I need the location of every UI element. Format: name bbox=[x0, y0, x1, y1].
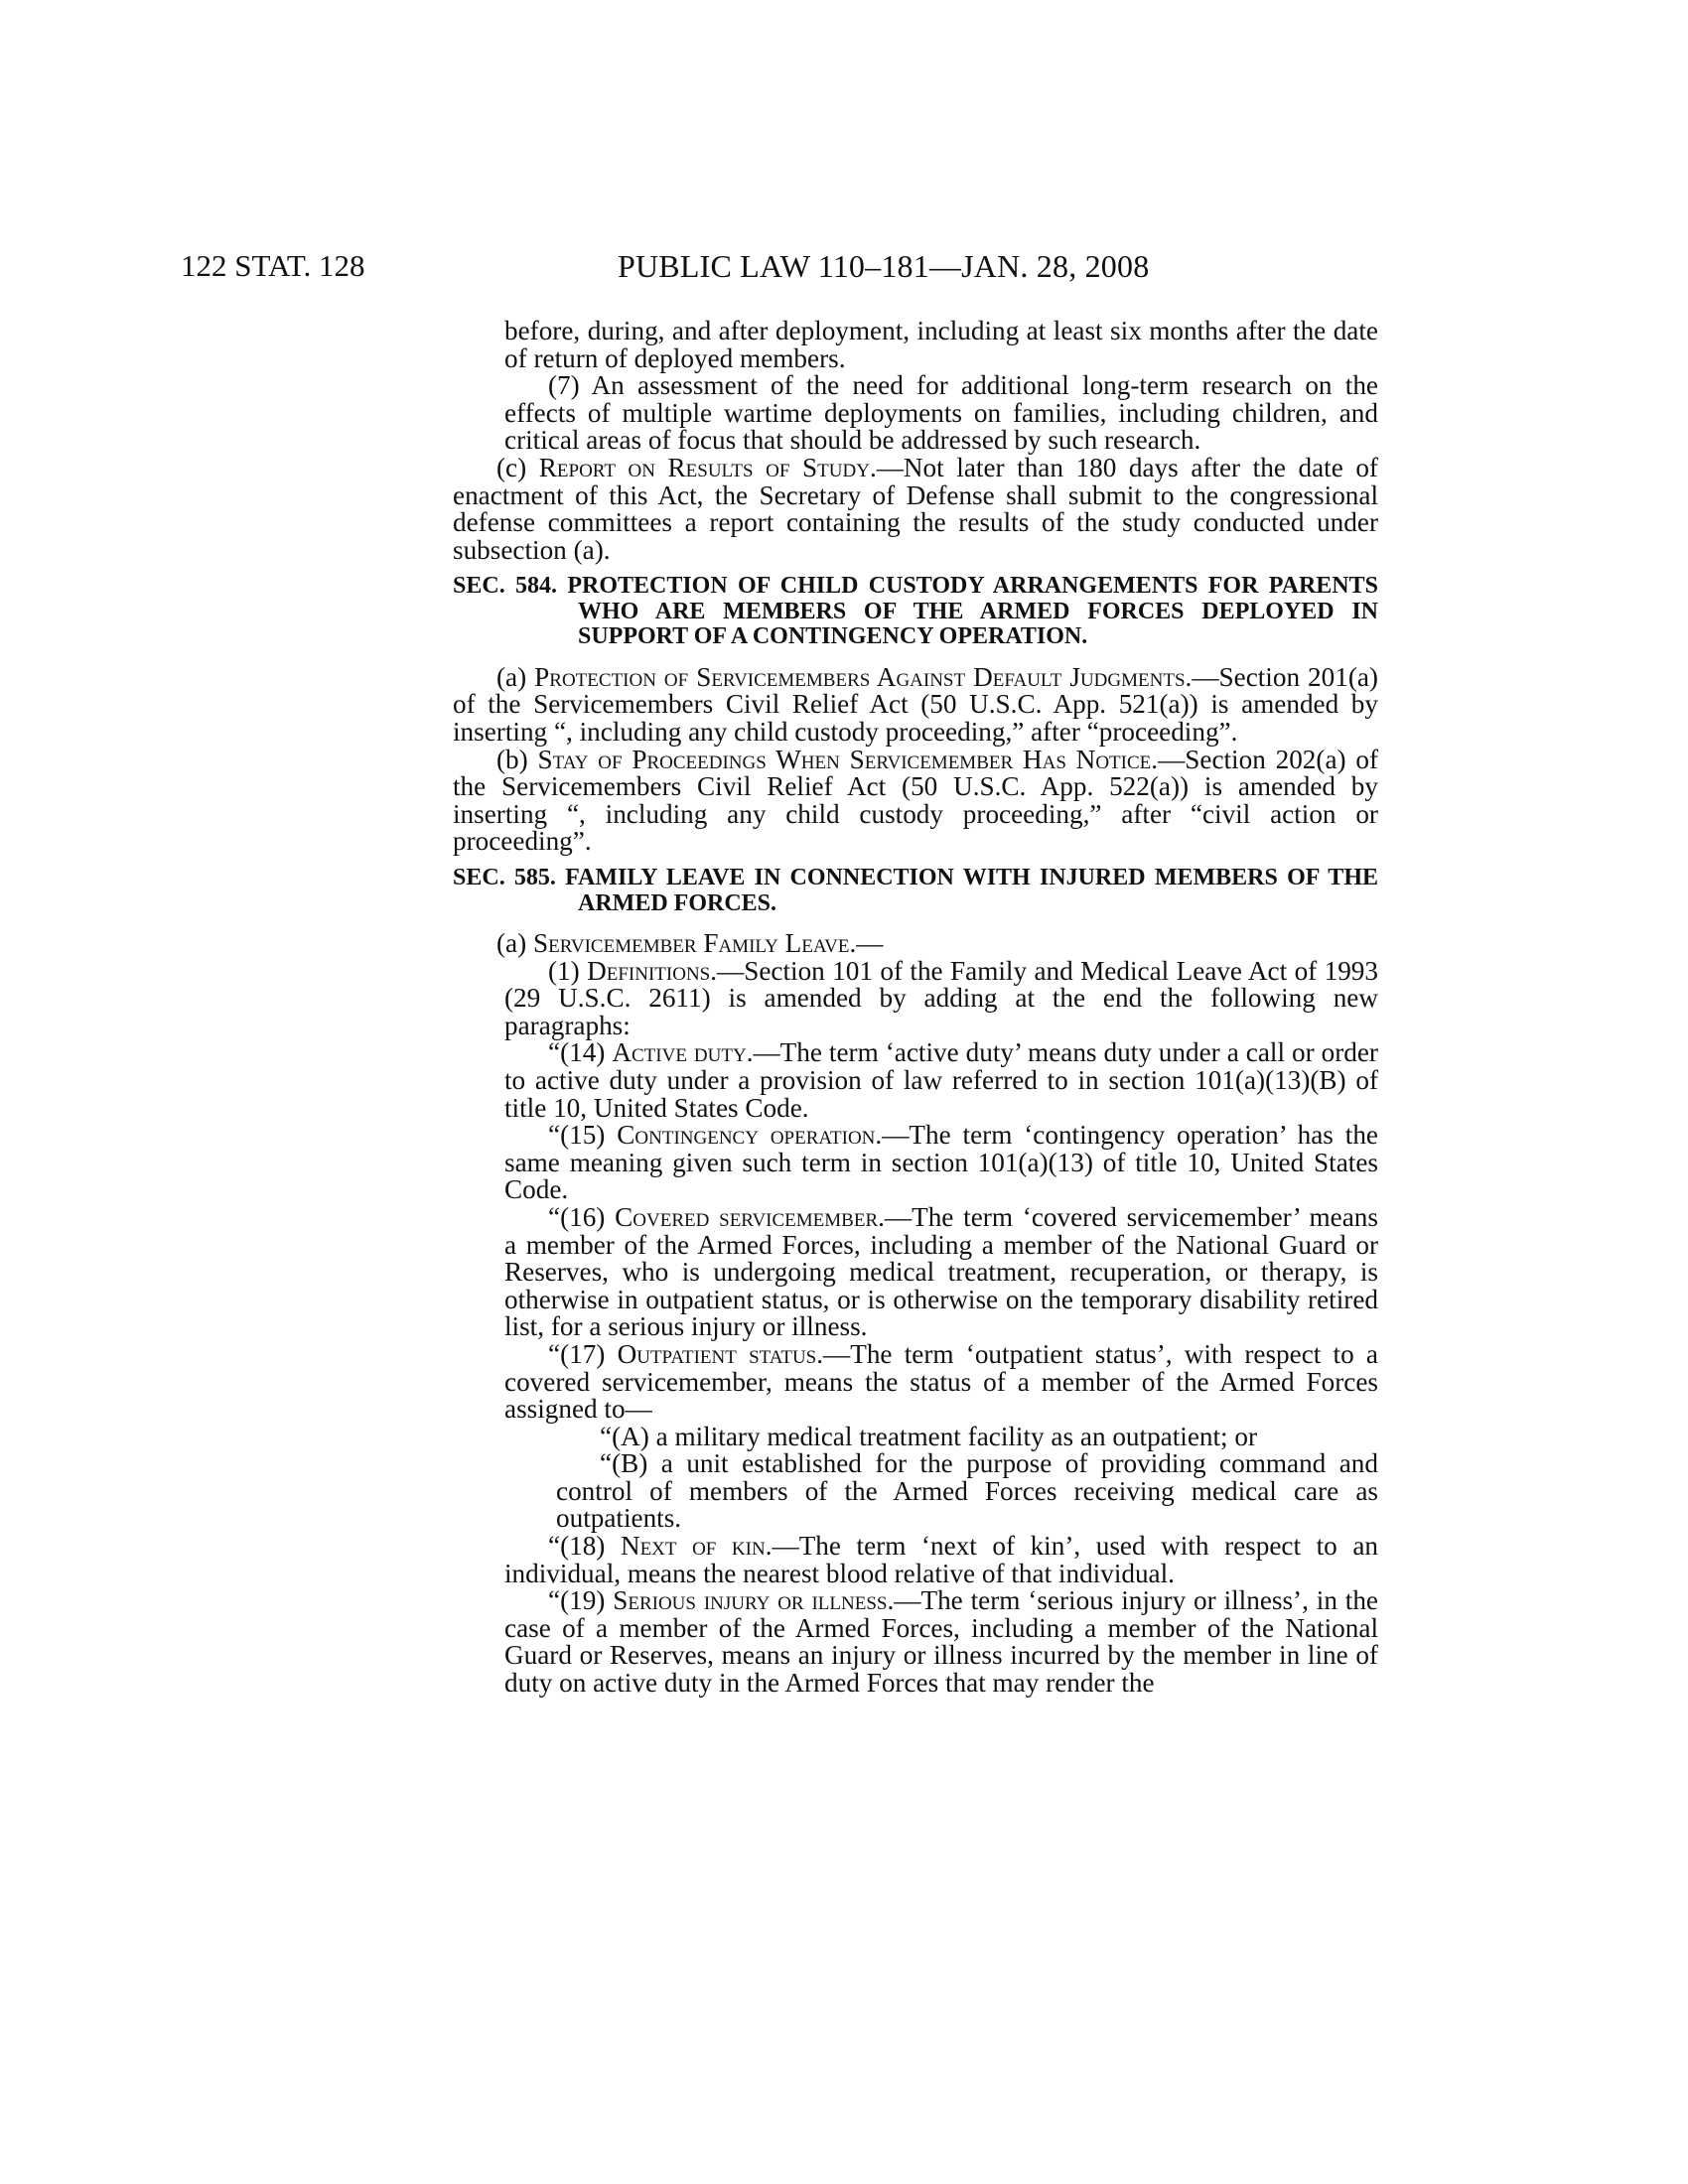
paragraph-585-a-1: (1) Definitions.—Section 101 of the Family and Medical Leave Act of 1993 (29 U.S.C. 2611) is amended by adding at the end the following new paragraphs: bbox=[504, 955, 1378, 1040]
paragraph-definition-16: “(16) Covered servicemember.—The term ‘covered servicemember’ means a member of the Armed Forces, including a member of the National Guard or Reserves, who is undergoing medical treatment, recuperation, or therapy, is otherwise in outpatient status, or is otherwise on the temporary disability retired list, for a serious injury or illness. bbox=[504, 1201, 1378, 1342]
public-law-citation: PUBLIC LAW 110–181—JAN. 28, 2008 bbox=[618, 248, 1150, 284]
paragraph-definition-19: “(19) Serious injury or illness.—The term ‘serious injury or illness’, in the case of a member of the Armed Forces, including a member of the National Guard or Reserves, means an injury or illness incurred by the member in line of duty on active duty in the Armed Forces that may render the bbox=[504, 1585, 1378, 1699]
document-body bbox=[453, 316, 1379, 1699]
paragraph-item-7: (7) An assessment of the need for additional long-term research on the effects of multiple wartime deployments on families, including children, and critical areas of focus that should be addressed by such research. bbox=[504, 370, 1378, 456]
section-585-heading: SEC. 585. FAMILY LEAVE IN CONNECTION WITH INJURED MEMBERS OF THE ARMED FORCES. bbox=[453, 865, 1378, 916]
paragraph-definition-15: “(15) Contingency operation.—The term ‘contingency operation’ has the same meaning given such term in section 101(a)(13) of title 10, United States Code. bbox=[504, 1120, 1378, 1205]
paragraph-definition-17-b: “(B) a unit established for the purpose of providing command and control of members of the Armed Forces receiving medical care as outpatients. bbox=[556, 1448, 1378, 1534]
paragraph-continuation: before, during, and after deployment, including at least six months after the date of return of deployed members. bbox=[504, 316, 1378, 373]
paragraph-subsection-c: (c) Report on Results of Study.—Not later than 180 days after the date of enactment of this Act, the Secretary of Defense shall submit to the congressional defense committees a report containing the results of the study conducted under subsection (a). bbox=[453, 452, 1378, 565]
paragraph-definition-14: “(14) Active duty.—The term ‘active duty’ means duty under a call or order to active duty under a provision of law referred to in section 101(a)(13)(B) of title 10, United States Code. bbox=[504, 1037, 1378, 1123]
paragraph-definition-17: “(17) Outpatient status.—The term ‘outpatient status’, with respect to a covered servicemember, means the status of a member of the Armed Forces assigned to— bbox=[504, 1338, 1378, 1425]
paragraph-584-a: (a) Protection of Servicemembers Against Default Judgments.—Section 201(a) of the Servicemembers Civil Relief Act (50 U.S.C. App. 521(a)) is amended by inserting “, including any child custody proceeding,” after “proceeding”. bbox=[453, 661, 1378, 748]
paragraph-585-a: (a) Servicemember Family Leave.— bbox=[496, 928, 884, 958]
statute-page-number: 122 STAT. 128 bbox=[181, 248, 365, 283]
page-header bbox=[181, 248, 1213, 298]
paragraph-definition-18: “(18) Next of kin.—The term ‘next of kin’, used with respect to an individual, means the nearest blood relative of that individual. bbox=[504, 1531, 1378, 1588]
section-584-heading: SEC. 584. PROTECTION OF CHILD CUSTODY ARRANGEMENTS FOR PARENTS WHO ARE MEMBERS OF THE ARMED FORCES DEPLOYED IN SUPPORT OF A CONTINGENCY OPERATION. bbox=[453, 573, 1378, 650]
paragraph-584-b: (b) Stay of Proceedings When Servicemember Has Notice.—Section 202(a) of the Servicemembers Civil Relief Act (50 U.S.C. App. 522(a)) is amended by inserting “, including any child custody proceeding,” after “civil action or proceeding”. bbox=[453, 744, 1379, 857]
paragraph-definition-17-a: “(A) a military medical treatment facility as an outpatient; or bbox=[600, 1421, 1258, 1451]
